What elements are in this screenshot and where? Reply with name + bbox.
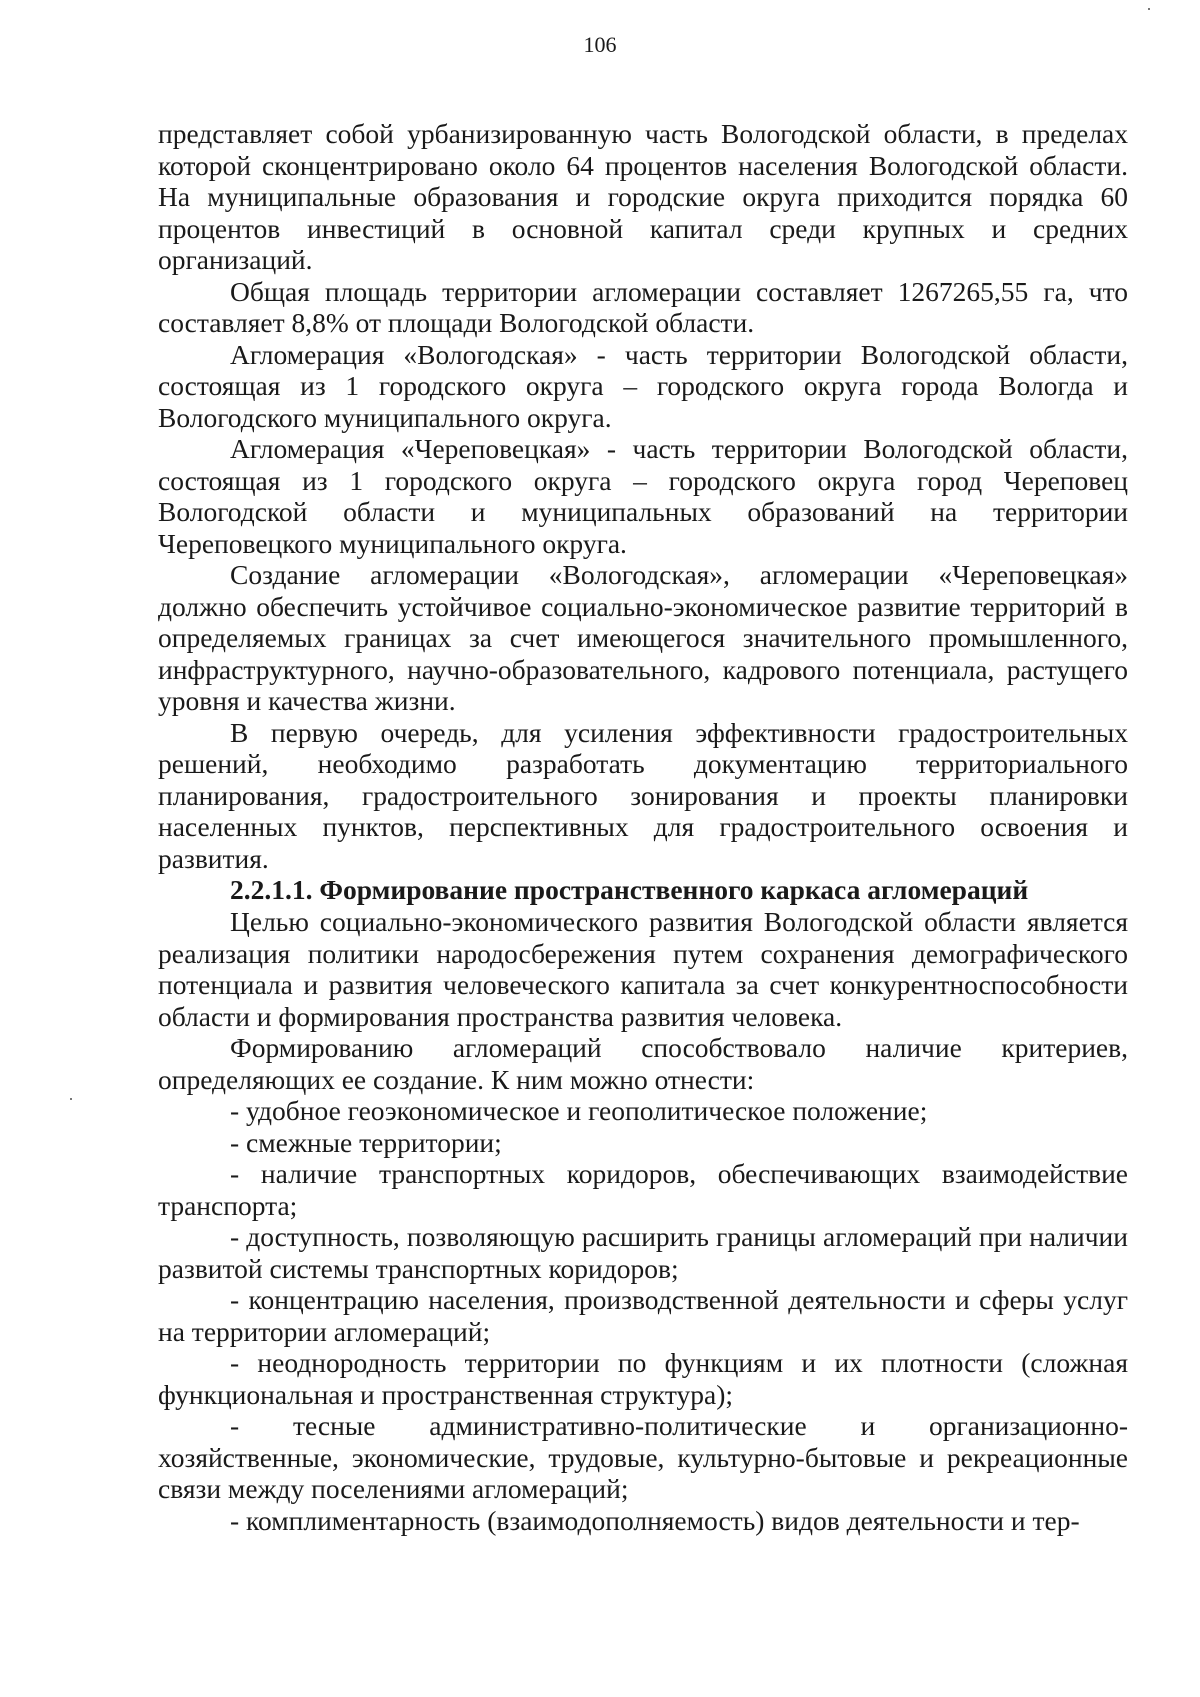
paragraph: Агломерация «Череповецкая» - часть территории Вологодской области, состоящая из 1 городского округа – городского округа город Череповец Вологодской области и муниципальных образований на территории Череповецкого муниципального округа. — [158, 433, 1128, 559]
page-number: 106 — [583, 32, 617, 57]
paragraph: Общая площадь территории агломерации составляет 1267265,55 га, что составляет 8,8% от площади Вологодской области. — [158, 275, 1128, 338]
scan-speck — [70, 1098, 72, 1100]
criteria-item: - удобное геоэкономическое и геополитическое положение; — [230, 1095, 928, 1126]
paragraph: представляет собой урбанизированную часть Вологодской области, в пределах которой сконцентрировано около 64 процентов населения Вологодской области. На муниципальные образования и городские округа приходится порядка 60 процентов инвестиций в основной капитал среди крупных и средних организаций. — [158, 118, 1128, 275]
criteria-item: - комплиментарность (взаимодополняемость) видов деятельности и тер- — [230, 1504, 1080, 1536]
scan-speck — [1148, 8, 1150, 10]
criteria-item: - тесные административно-политические и организационно- хозяйственные, экономические, трудовые, культурно-бытовые и рекреационные связи между поселениями агломераций; — [158, 1410, 1128, 1504]
paragraph: В первую очередь, для усиления эффективности градостроительных решений, необходимо разработать документацию территориального планирования, градостроительного зонирования и проекты планировки населенных пунктов, перспективных для градостроительного освоения и развития. — [158, 716, 1128, 874]
section-heading: 2.2.1.1. Формирование пространственного каркаса агломераций — [230, 874, 1029, 905]
paragraph: Целью социально-экономического развития Вологодской области является реализация политики народосбережения путем сохранения демографического потенциала и развития человеческого капитала за счет конкурентноспособности области и формирования пространства развития человека. — [158, 906, 1128, 1032]
criteria-item: - неоднородность территории по функциям и их плотности (сложная функциональная и пространственная структура); — [158, 1347, 1128, 1410]
criteria-item: - доступность, позволяющую расширить границы агломераций при наличии развитой системы транспортных коридоров; — [158, 1221, 1128, 1284]
criteria-item: - наличие транспортных коридоров, обеспечивающих взаимодействие транспорта; — [158, 1158, 1128, 1221]
criteria-item: - концентрацию населения, производственной деятельности и сферы услуг на территории агломераций; — [158, 1284, 1128, 1347]
criteria-item: - смежные территории; — [230, 1126, 502, 1158]
paragraph: Формированию агломераций способствовало наличие критериев, определяющих ее создание. К ним можно отнести: — [158, 1032, 1128, 1095]
page-content — [158, 118, 1128, 1536]
paragraph: Создание агломерации «Вологодская», агломерации «Череповецкая» должно обеспечить устойчивое социально-экономическое развитие территорий в определяемых границах за счет имеющегося значительного промышленного, инфраструктурного, научно-образовательного, кадрового потенциала, растущего уровня и качества жизни. — [158, 559, 1128, 716]
paragraph: Агломерация «Вологодская» - часть территории Вологодской области, состоящая из 1 городского округа – городского округа города Вологда и Вологодского муниципального округа. — [158, 338, 1128, 433]
